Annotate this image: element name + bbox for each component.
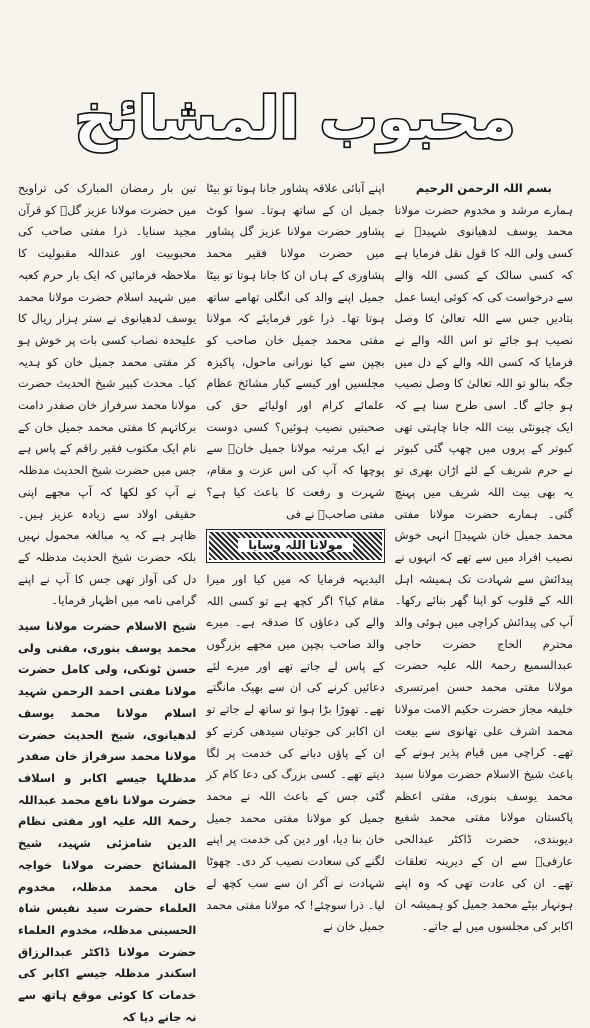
title-calligraphy bbox=[74, 63, 516, 168]
column-1-text: ہمارے مرشد و مخدوم حضرت مولانا محمد یوسف لدھیانوی شہیدؒ نے کسی ولی اللہ کا قول نقل فرمایا ہے کہ کسی سالک کے کسی اللہ والے سے درخواست کی کہ کوئی ایسا عمل بتادیں جس سے اللہ تعالیٰ کا وصل نصیب ہو جائے تو اس اللہ والے نے فرمایا کہ کسی اللہ والے کے دل میں جگہ بنالو تو اللہ تعالیٰ کا وصل نصیب ہو جائے گا۔ اسی طرح سنا ہے کہ ایک چیونٹی بیت اللہ جانا چاہتی تھی کبوتر کے پروں میں چھپ گئی کبوتر نے حرم شریف کے لئے اڑان بھری تو یہ بھی بیت اللہ شریف میں پہنچ گئی۔ ہمارے حضرت مولانا مفتی محمد جمیل خان شہیدؒ انہی خوش نصیب افراد میں سے تھے کہ انہوں نے پیدائش سے شہادت تک ہمیشہ اہل اللہ کے قلوب کو اپنا گھر بنائے رکھا۔ آپ کی پیدائش کراچی میں ہوئی والد محترم الحاج حضرت حاجی عبدالسمیع رحمۃ اللہ علیہ حضرت مولانا مفتی محمد حسن امرتسری خلیفہ مجاز حضرت حکیم الامت مولانا محمد اشرف علی تھانوی سے بیعت تھے۔ کراچی میں قیام پذیر ہونے کے باعث شیخ الاسلام حضرت مولانا سید محمد یوسف بنوری، مفتی اعظم پاکستان مولانا مفتی محمد شفیع دیوبندی، حضرت ڈاکٹر عبدالحی عارفیؒ سے ان کے دیرینہ تعلقات تھے۔ ان کی عادت تھی کہ وہ اپنے ہونہار بیٹے محمد جمیل کو ہمیشہ ان اکابر کی مجلسوں میں لے جاتے۔ bbox=[394, 202, 573, 933]
column-2-text-b: البدیہہ فرمایا کہ میں کیا اور میرا مقام کیا؟ اگر کچھ ہے تو کسی اللہ والے کی دعاؤں کا صدقہ ہے۔ میرے والد صاحب بچپن میں مجھے بزرگوں کے پاس لے جاتے تھے اور میرے لئے دعائیں کرنے کی ان سے بھیک مانگتے تھے۔ تھوڑا بڑا ہوا تو ساتھ لے جاتے تو ان اکابر کی جوتیاں سیدھی کرنے کو ان کے پاؤں دبانے کی خدمت پر لگا دیتے تھے۔ کسی بزرگ کی دعا کام کر گئی جس کے باعث اللہ نے محمد جمیل کو مولانا مفتی محمد جمیل خان بنا دیا، اور دین کی خدمت پر اپنے لگنے کی سعادت نصیب کر دی۔ چھوٹا شہادت نے آکر ان سے سب کچھ لے لیا۔ ذرا سوچئے! کہ مولانا مفتی محمد جمیل خان نے bbox=[206, 571, 385, 934]
column-3-text-a: تین بار رمضان المبارک کی تراویح میں حضرت مولانا عزیز گلؒ کو قرآن مجید سنایا۔ ذرا مفتی صاحب کی محبوبیت اور عنداللہ مقبولیت کا ملاحظہ فرمائیں کہ ایک بار حرم کعبہ میں شہید اسلام حضرت مولانا محمد یوسف لدھیانوی نے ستر ہزار ریال کا علیحدہ نصاب کسی بات پر خوش ہو کر مفتی محمد جمیل خان کو ہدیہ کیا۔ محدث کبیر شیخ الحدیث حضرت مولانا محمد سرفراز خان صفدر دامت برکاتہم کا مفتی محمد جمیل خان کے نام ایک مکتوب فقیر راقم کے پاس ہے جس میں حضرت شیخ الحدیث مدظلہ نے آپ کو لکھا کہ آپ مجھے اپنی حقیقی اولاد سے زیادہ عزیز ہیں۔ ظاہر ہے کہ یہ مبالغہ محمول نہیں بلکہ حضرت شیخ الحدیث مدظلہ کے دل کی آواز تھی جس کا آپ نے اپنے گرامی نامہ میں اظہار فرمایا۔ bbox=[18, 181, 197, 608]
column-2-text-a: اپنے آبائی علاقہ پشاور جانا ہوتا تو بیٹا جمیل ان کے ساتھ ہوتا۔ سوا کوٹ پشاور حضرت مولانا عزیز گل پشاور میں حضرت مولانا فقیر محمد پشاوری کے ہاں ان کا جانا ہوتا تو بیٹا جمیل اپنے والد کی انگلی تھامے ساتھ ہوتا تھا۔ ذرا غور فرمایئے کہ مولانا مفتی محمد جمیل خان صاحب کو بچپن سے کیا نورانی ماحول، پاکیزہ مجلسیں اور کیسے کبار مشائخ عظام علمائے کرام اور اولیائے حق کی صحبتیں نصیب ہوئیں؟ کسی دوست نے ایک مرتبہ مولانا جمیل خانؒ سے پوچھا کہ آپ کی اس عزت و مقام، شہرت و رفعت کا باعث کیا ہے؟ مفتی صاحبؒ نے فی bbox=[206, 181, 385, 521]
title-text: محبوب المشائخ bbox=[74, 83, 516, 152]
masthead bbox=[0, 60, 590, 170]
article-columns bbox=[18, 178, 573, 1024]
author-byline: مولانا اللہ وسایا bbox=[238, 538, 353, 552]
column-3 bbox=[18, 178, 196, 1028]
author-byline-box bbox=[206, 529, 384, 563]
column-1 bbox=[395, 178, 573, 1028]
column-2 bbox=[206, 178, 384, 1028]
author-byline-pattern bbox=[209, 532, 381, 560]
column-3-text-b: شیخ الاسلام حضرت مولانا سید محمد یوسف بنوری، مفتی ولی حسن ٹونکی، ولی کامل حضرت مولانا مفتی احمد الرحمن شہید اسلام مولانا محمد یوسف لدھیانوی، شیخ الحدیث حضرت مولانا محمد سرفراز خان صفدر مدظلہا جیسے اکابر و اسلاف حضرت مولانا نافع محمد عبداللہ رحمۃ اللہ علیہ اور مفتی نظام الدین شامزئی شہید، شیخ المشائخ حضرت مولانا خواجہ خان محمد مدظلہ، مخدوم العلماء حضرت سید نفیس شاہ الحسینی مدظلہ، مخدوم العلماء حضرت مولانا ڈاکٹر عبدالرزاق اسکندر مدظلہ جیسے اکابر کی خدمات کا کوئی موقع ہاتھ سے نہ جانے دیا کہ bbox=[18, 619, 197, 1024]
bismillah-line: بسم اللہ الرحمن الرحیم bbox=[415, 181, 552, 195]
